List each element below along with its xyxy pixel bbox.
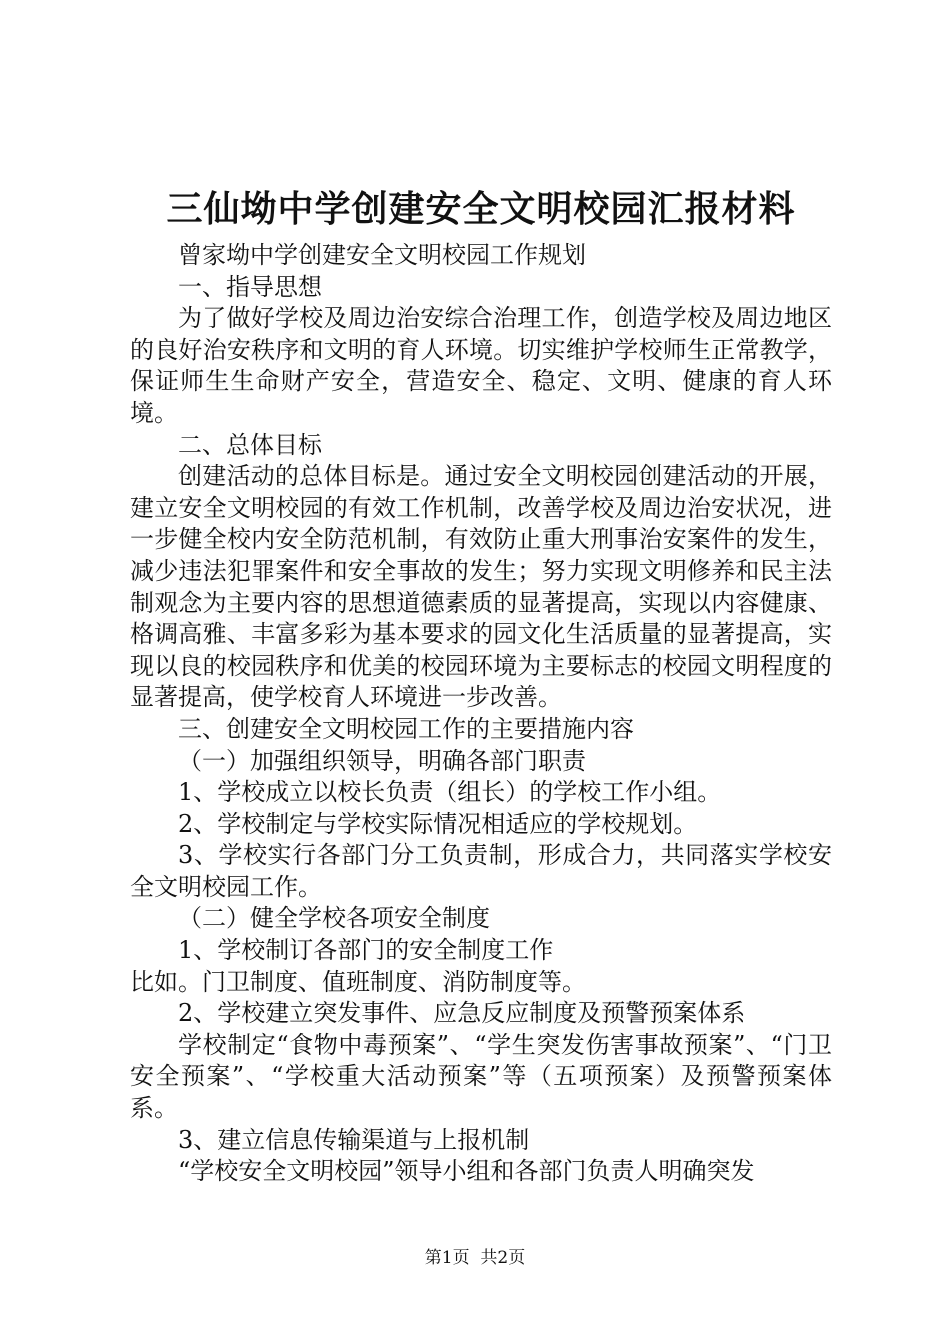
paragraph: 学校制定“食物中毒预案”、“学生突发伤害事故预案”、“门卫安全预案”、“学校重大活动预案”等（五项预案）及预警预案体系。 xyxy=(130,1030,832,1123)
document-title: 三仙坳中学创建安全文明校园汇报材料 xyxy=(166,188,796,230)
subsection-heading: （二）健全学校各项安全制度 xyxy=(178,904,490,933)
subsection-heading: （一）加强组织领导，明确各部门职责 xyxy=(178,746,586,775)
list-item: 3、学校实行各部门分工负责制，形成合力，共同落实学校安全文明校园工作。 xyxy=(130,841,832,901)
section-heading-2: 二、总体目标 xyxy=(178,430,322,459)
paragraph: 比如。门卫制度、值班制度、消防制度等。 xyxy=(130,967,586,996)
list-item: 2、学校制定与学校实际情况相适应的学校规划。 xyxy=(178,809,698,838)
paragraph-plan-title: 曾家坳中学创建安全文明校园工作规划 xyxy=(178,241,586,269)
paragraph: “学校安全文明校园”领导小组和各部门负责人明确突发 xyxy=(178,1157,755,1186)
section-heading-3: 三、创建安全文明校园工作的主要措施内容 xyxy=(178,714,634,743)
page-footer: 第1页 共2页 xyxy=(424,1248,526,1268)
list-item: 3、建立信息传输渠道与上报机制 xyxy=(178,1125,530,1154)
list-item: 2、学校建立突发事件、应急反应制度及预警预案体系 xyxy=(178,999,746,1028)
list-item: 1、学校成立以校长负责（组长）的学校工作小组。 xyxy=(178,778,722,807)
paragraph: 为了做好学校及周边治安综合治理工作，创造学校及周边地区的良好治安秩序和文明的育人环境。切实维护学校师生正常教学，保证师生生命财产安全，营造安全、稳定、文明、健康的育人环境。 xyxy=(130,304,832,427)
section-heading-1: 一、指导思想 xyxy=(178,272,322,301)
paragraph: 创建活动的总体目标是。通过安全文明校园创建活动的开展，建立安全文明校园的有效工作机制，改善学校及周边治安状况，进一步健全校内安全防范机制，有效防止重大刑事治安案件的发生，减少违法犯罪案件和安全事故的发生；努力实现文明修养和民主法制观念为主要内容的思想道德素质的显著提高，实现以内容健康、格调高雅、丰富多彩为基本要求的园文化生活质量的显著提高，实现以良的校园秩序和优美的校园环境为主要标志的校园文明程度的显著提高，使学校育人环境进一步改善。 xyxy=(130,462,832,712)
document-page xyxy=(130,178,832,1188)
list-item: 1、学校制订各部门的安全制度工作 xyxy=(178,936,554,965)
